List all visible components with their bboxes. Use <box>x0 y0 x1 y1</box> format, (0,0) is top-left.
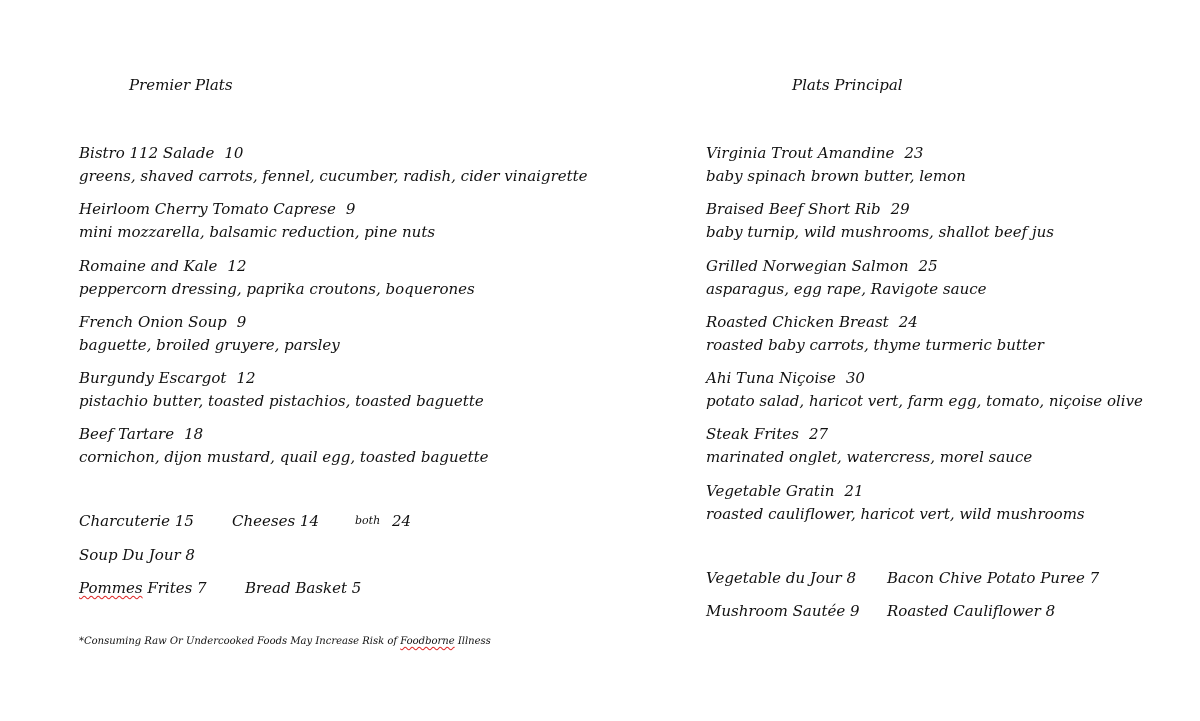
item-price: 21 <box>844 481 864 500</box>
menu-item <box>706 311 1143 367</box>
item-price: 9 <box>236 312 247 331</box>
both-label: both <box>355 514 381 527</box>
item-description: pistachio butter, toasted pistachios, toasted baguette <box>79 392 484 411</box>
menu-item <box>706 480 1143 536</box>
item-price: 12 <box>227 256 247 275</box>
pommes-word: Pommes <box>79 579 143 597</box>
item-description: baby spinach brown butter, lemon <box>706 167 966 185</box>
item-description: greens, shaved carrots, fennel, cucumber, radish, cider vinaigrette <box>79 167 588 185</box>
soup-du-jour-item: Soup Du Jour 8 <box>79 546 195 564</box>
mushroom-sautee-item: Mushroom Sautée 9 <box>706 602 860 620</box>
item-price: 10 <box>224 144 244 162</box>
item-name: Burgundy Escargot <box>79 369 227 388</box>
menu-item <box>79 255 588 311</box>
vegetable-du-jour-item: Vegetable du Jour 8 <box>706 569 857 587</box>
item-name: Virginia Trout Amandine <box>706 144 895 162</box>
item-name: Braised Beef Short Rib <box>706 200 881 219</box>
item-description: marinated onglet, watercress, morel sauce <box>706 448 1033 467</box>
item-description: roasted baby carrots, thyme turmeric butter <box>706 335 1044 354</box>
menu-item <box>706 198 1143 254</box>
item-price: 9 <box>345 200 356 219</box>
bacon-chive-potato-puree-item: Bacon Chive Potato Puree 7 <box>887 569 1100 587</box>
menu-item <box>79 311 588 367</box>
menu-item <box>79 367 588 423</box>
item-price: 12 <box>236 369 256 388</box>
item-description: baby turnip, wild mushrooms, shallot beef jus <box>706 223 1054 242</box>
item-description: roasted cauliflower, haricot vert, wild mushrooms <box>706 504 1085 523</box>
item-name: Grilled Norwegian Salmon <box>706 256 909 275</box>
item-description: asparagus, egg rape, Ravigote sauce <box>706 279 987 298</box>
cheeses-item: Cheeses 14 <box>232 512 320 530</box>
item-description: potato salad, haricot vert, farm egg, tomato, niçoise olive <box>706 392 1143 411</box>
premier-plats-heading: Premier Plats <box>129 76 233 94</box>
menu-item <box>706 255 1143 311</box>
item-name: Roasted Chicken Breast <box>706 312 889 331</box>
item-name: Vegetable Gratin <box>706 481 835 500</box>
item-name: Ahi Tuna Niçoise <box>706 369 836 388</box>
item-name: French Onion Soup <box>79 312 227 331</box>
item-name: Heirloom Cherry Tomato Caprese <box>79 200 336 219</box>
roasted-cauliflower-item: Roasted Cauliflower 8 <box>887 602 1056 620</box>
both-price: 24 <box>392 512 412 530</box>
foodborne-illness-disclaimer: *Consuming Raw Or Undercooked Foods May Increase Risk of Foodborne Illness <box>79 636 491 647</box>
item-price: 24 <box>898 312 918 331</box>
pommes-frites-item <box>79 579 207 597</box>
item-price: 27 <box>808 425 829 444</box>
item-description: baguette, broiled gruyere, parsley <box>79 335 340 354</box>
item-description: cornichon, dijon mustard, quail egg, toasted baguette <box>79 448 489 467</box>
menu-item <box>706 142 1143 198</box>
premier-plats-list <box>79 142 588 480</box>
charcuterie-item: Charcuterie 15 <box>79 512 194 530</box>
plats-principal-list <box>706 142 1143 536</box>
item-price: 23 <box>904 144 924 162</box>
item-price: 25 <box>918 256 938 275</box>
menu-item <box>79 142 588 198</box>
frites-price: Frites 7 <box>142 579 207 597</box>
plats-principal-heading: Plats Principal <box>792 76 903 94</box>
item-name: Bistro 112 Salade <box>79 144 215 162</box>
item-name: Steak Frites <box>706 425 799 444</box>
bread-basket-item: Bread Basket 5 <box>245 579 362 597</box>
item-name: Beef Tartare <box>79 425 175 444</box>
menu-item <box>706 423 1143 479</box>
foodborne-word: Foodborne <box>400 636 455 647</box>
menu-item <box>79 423 588 479</box>
item-description: peppercorn dressing, paprika croutons, boquerones <box>79 279 475 298</box>
menu-item <box>79 198 588 254</box>
menu-item <box>706 367 1143 423</box>
item-price: 30 <box>845 369 865 388</box>
item-price: 18 <box>184 425 204 444</box>
item-name: Romaine and Kale <box>79 256 218 275</box>
item-description: mini mozzarella, balsamic reduction, pine nuts <box>79 223 436 242</box>
item-price: 29 <box>890 200 910 219</box>
